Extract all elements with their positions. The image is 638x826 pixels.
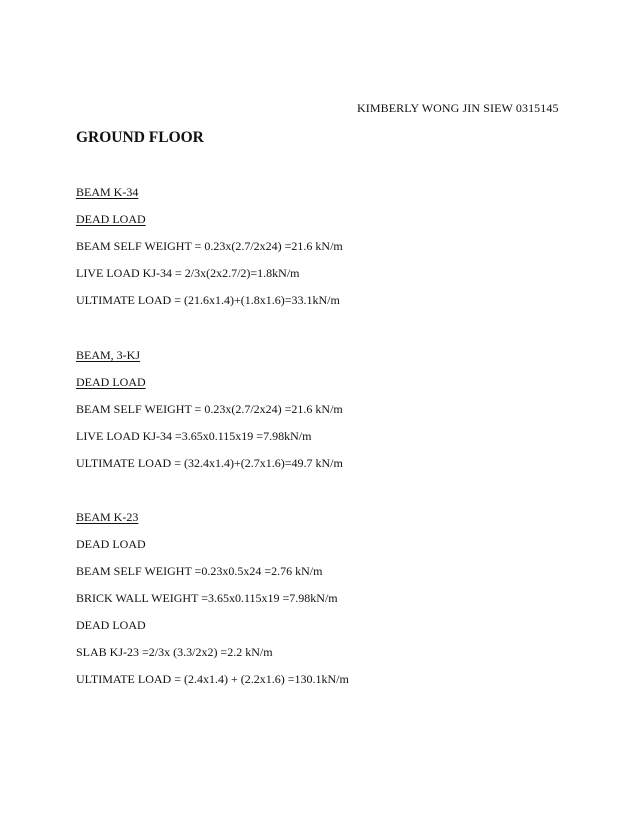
- dead-load-label: DEAD LOAD: [76, 537, 146, 551]
- beam-title: BEAM K-23: [76, 510, 139, 524]
- beam-title: BEAM, 3-KJ: [76, 348, 141, 362]
- calc-line: ULTIMATE LOAD = (32.4x1.4)+(2.7x1.6)=49.7 kN/m: [76, 456, 343, 470]
- calc-line: BEAM SELF WEIGHT = 0.23x(2.7/2x24) =21.6 kN/m: [76, 239, 343, 253]
- calc-line: BEAM SELF WEIGHT = 0.23x(2.7/2x24) =21.6 kN/m: [76, 402, 343, 416]
- calc-line: ULTIMATE LOAD = (2.4x1.4) + (2.2x1.6) =130.1kN/m: [76, 672, 349, 686]
- calc-line: SLAB KJ-23 =2/3x (3.3/2x2) =2.2 kN/m: [76, 645, 273, 659]
- calc-line: LIVE LOAD KJ-34 =3.65x0.115x19 =7.98kN/m: [76, 429, 312, 443]
- dead-load-label: DEAD LOAD: [76, 212, 146, 226]
- beam-title: BEAM K-34: [76, 185, 139, 199]
- calc-line: LIVE LOAD KJ-34 = 2/3x(2x2.7/2)=1.8kN/m: [76, 266, 300, 280]
- calc-line: BRICK WALL WEIGHT =3.65x0.115x19 =7.98kN/m: [76, 591, 338, 605]
- calc-line: ULTIMATE LOAD = (21.6x1.4)+(1.8x1.6)=33.1kN/m: [76, 293, 340, 307]
- calc-line: BEAM SELF WEIGHT =0.23x0.5x24 =2.76 kN/m: [76, 564, 323, 578]
- section-heading: GROUND FLOOR: [76, 129, 204, 146]
- dead-load-label: DEAD LOAD: [76, 375, 146, 389]
- dead-load-label: DEAD LOAD: [76, 618, 146, 632]
- author-line: KIMBERLY WONG JIN SIEW 0315145: [357, 101, 559, 115]
